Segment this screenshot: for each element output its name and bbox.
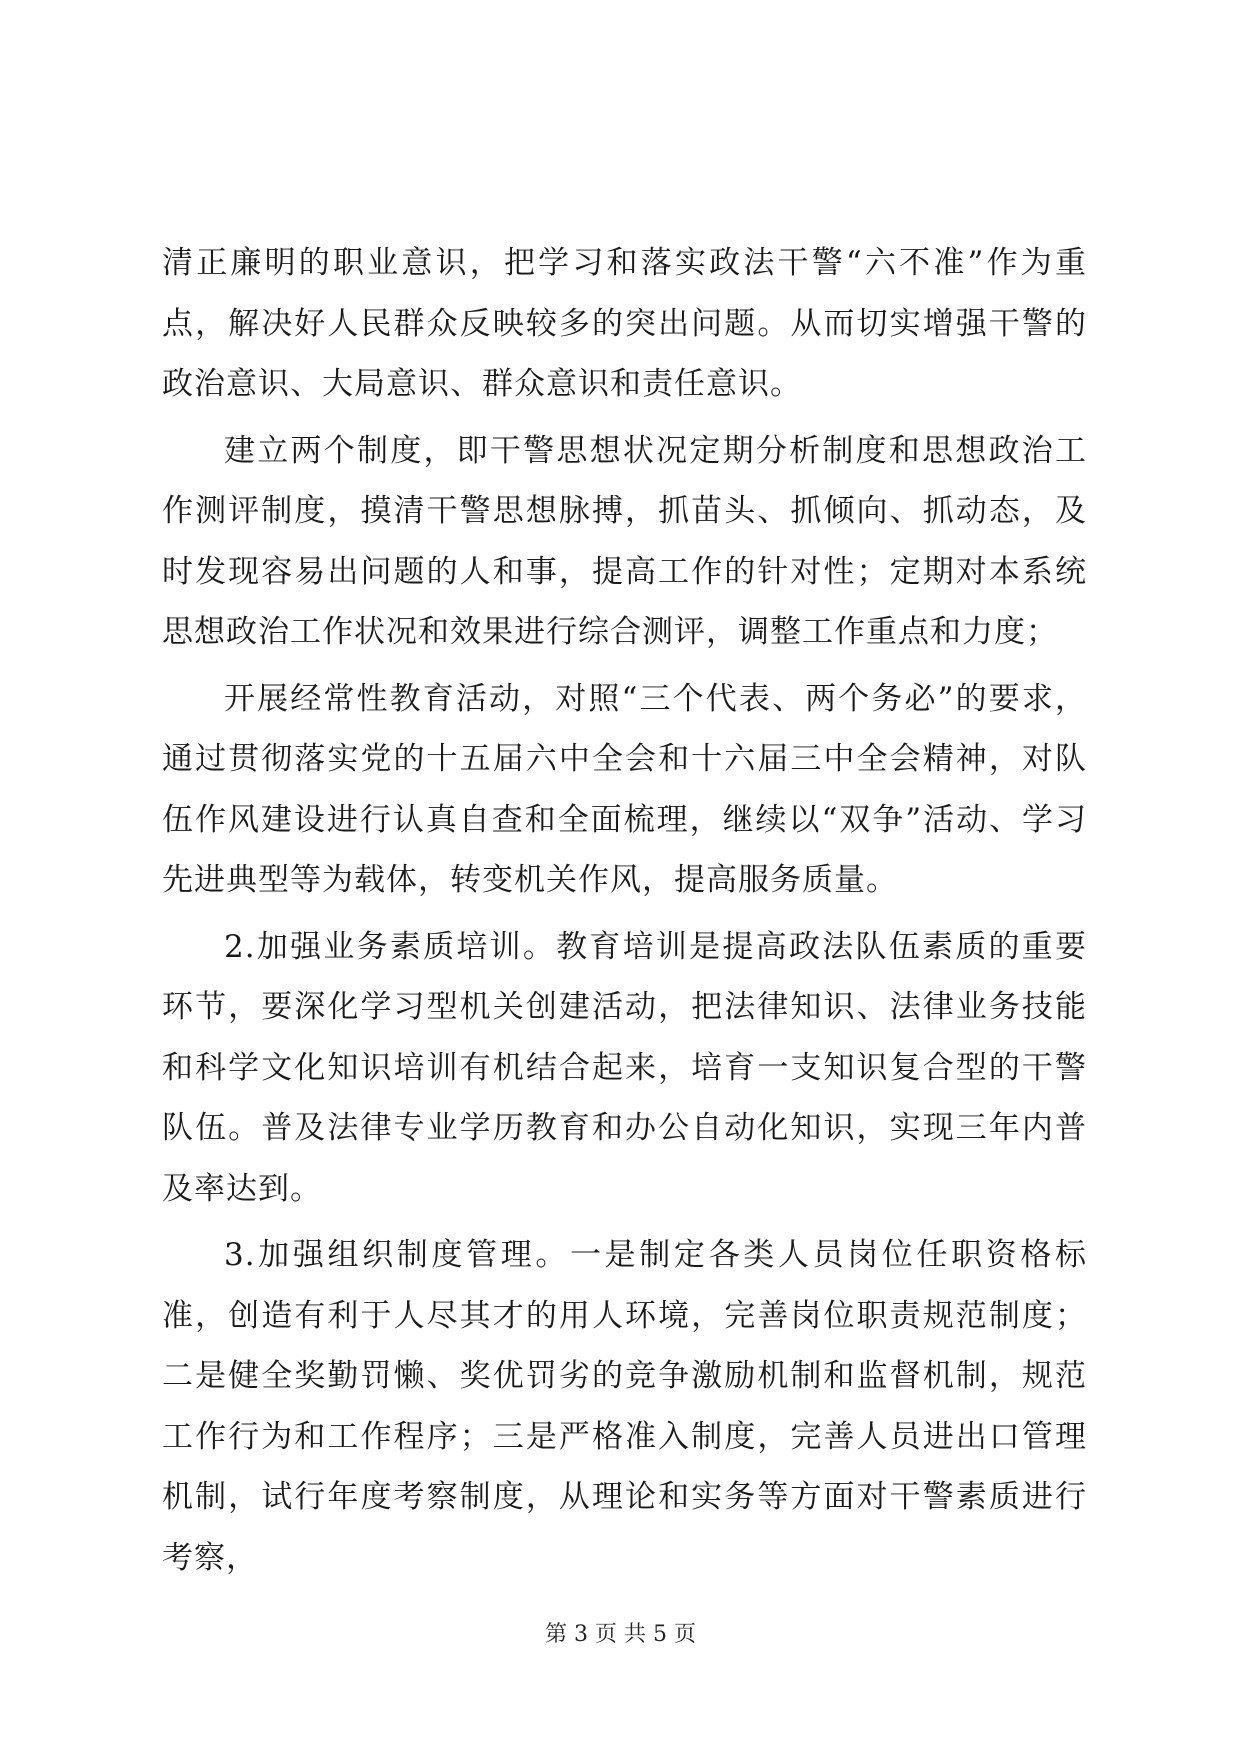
paragraph-two-systems: 建立两个制度，即干警思想状况定期分析制度和思想政治工作测评制度，摸清干警思想脉搏，抓苗头、抓倾向、抓动态，及时发现容易出问题的人和事，提高工作的针对性；定期对本系统思想政治工作状况和效果进行综合测评，调整工作重点和力度； xyxy=(162,432,1087,650)
document-body xyxy=(162,233,1087,1588)
paragraph-business-training: 2.加强业务素质培训。教育培训是提高政法队伍素质的重要环节，要深化学习型机关创建活动，把法律知识、法律业务技能和科学文化知识培训有机结合起来，培育一支知识复合型的干警队伍。普及法律专业学历教育和办公自动化知识，实现三年内普及率达到。 xyxy=(162,928,1087,1207)
paragraph-continuation: 清正廉明的职业意识，把学习和落实政法干警“六不准”作为重点，解决好人民群众反映较多的突出问题。从而切实增强干警的政治意识、大局意识、群众意识和责任意识。 xyxy=(162,245,1087,402)
paragraph-organization-management: 3.加强组织制度管理。一是制定各类人员岗位任职资格标准，创造有利于人尽其才的用人环境，完善岗位职责规范制度；二是健全奖勤罚懒、奖优罚劣的竞争激励机制和监督机制，规范工作行为和工作程序；三是严格准入制度，完善人员进出口管理机制，试行年度考察制度，从理论和实务等方面对干警素质进行考察， xyxy=(162,1237,1087,1576)
paragraph-education-activities: 开展经常性教育活动，对照“三个代表、两个务必”的要求，通过贯彻落实党的十五届六中全会和十六届三中全会精神，对队伍作风建设进行认真自查和全面梳理，继续以“双争”活动、学习先进典型等为载体，转变机关作风，提高服务质量。 xyxy=(162,680,1087,898)
page-number-footer: 第 3 页 共 5 页 xyxy=(545,1622,696,1647)
